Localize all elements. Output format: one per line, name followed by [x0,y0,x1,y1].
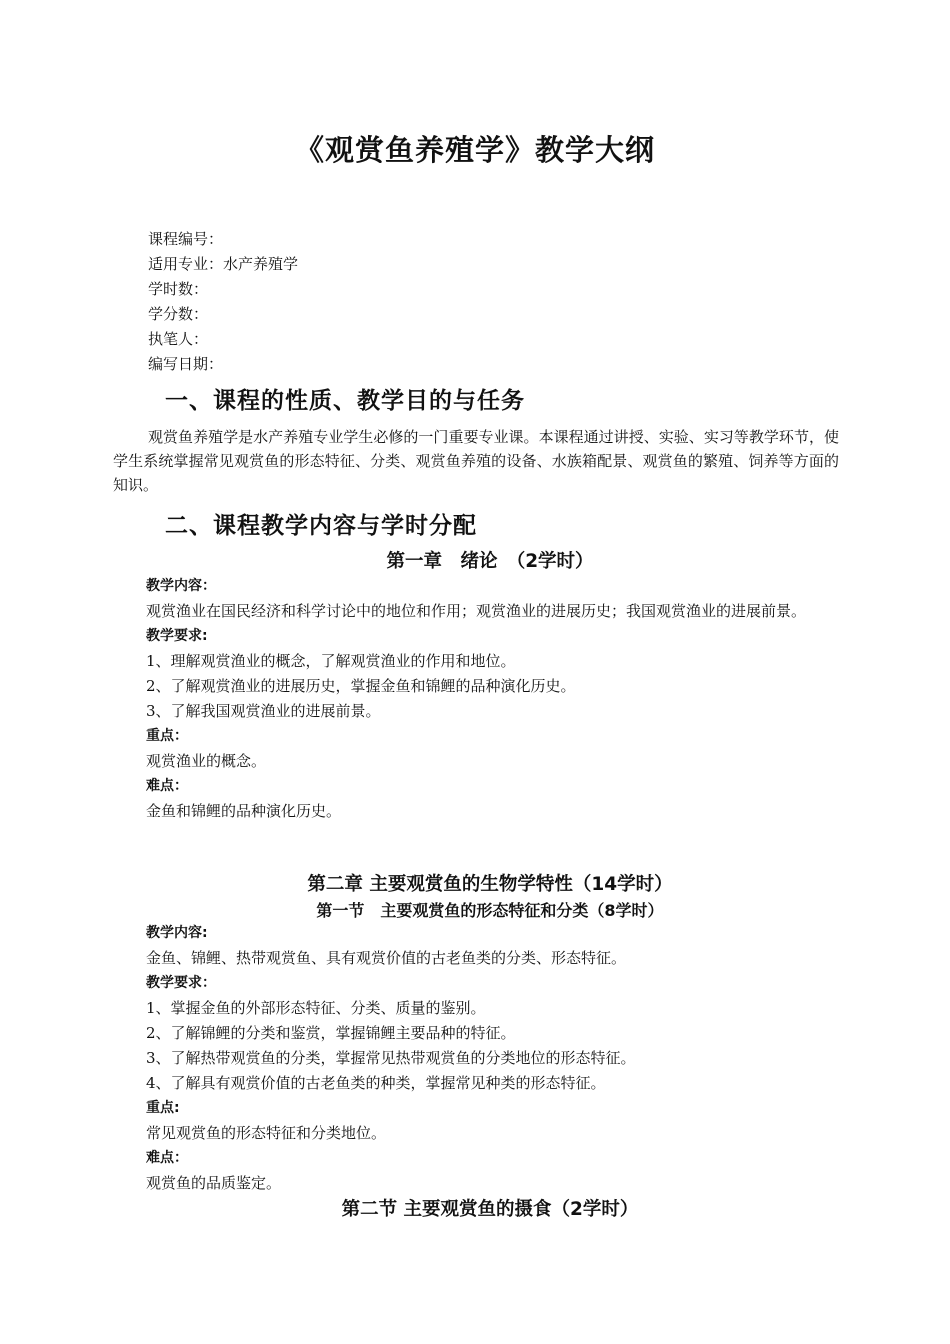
chapter1-body [146,574,846,824]
section2-heading: 二、课程教学内容与学时分配 [165,513,477,539]
ch2s1-key-label: 重点: [146,1100,180,1116]
meta-credits: 学分数： [148,305,209,323]
ch1-key-text: 观赏渔业的概念。 [146,752,267,770]
ch1-content-text: 观赏渔业在国民经济和科学讨论中的地位和作用；观赏渔业的进展历史；我国观赏渔业的进展前景。 [146,602,807,620]
ch2s1-requirement-item: 1、掌握金鱼的外部形态特征、分类、质量的鉴别。 [146,999,486,1017]
ch1-requirement-item: 1、理解观赏渔业的概念，了解观赏渔业的作用和地位。 [146,652,516,670]
ch1-content-label: 教学内容： [146,578,216,594]
meta-course-number: 课程编号： [148,230,224,248]
ch1-requirement-item: 2、了解观赏渔业的进展历史，掌握金鱼和锦鲤的品种演化历史。 [146,677,576,695]
ch2s1-difficulty-label: 难点： [146,1150,188,1166]
ch2-section1-body [146,921,846,1196]
chapter2-heading: 第二章 主要观赏鱼的生物学特性（14学时） [307,874,673,895]
ch1-requirements-label: 教学要求: [146,628,208,644]
ch1-difficulty-text: 金鱼和锦鲤的品种演化历史。 [146,802,342,820]
ch1-key-label: 重点： [146,728,188,744]
ch2s1-content-label: 教学内容: [146,925,208,941]
ch2s1-requirement-item: 2、了解锦鲤的分类和鉴赏，掌握锦鲤主要品种的特征。 [146,1024,516,1042]
ch1-requirement-item: 3、了解我国观赏渔业的进展前景。 [146,702,381,720]
section1-heading: 一、课程的性质、教学目的与任务 [165,388,525,414]
chapter1-heading: 第一章 绪论 （2学时） [386,551,594,572]
ch2s1-key-text: 常见观赏鱼的形态特征和分类地位。 [146,1124,387,1142]
ch2s1-difficulty-text: 观赏鱼的品质鉴定。 [146,1174,282,1192]
ch2s1-requirements-label: 教学要求： [146,975,216,991]
course-meta [148,227,298,377]
meta-author: 执笔人： [148,330,209,348]
ch2-section2-heading: 第二节 主要观赏鱼的摄食（2学时） [341,1199,639,1220]
ch2-section1-heading: 第一节 主要观赏鱼的形态特征和分类（8学时） [316,901,664,920]
meta-date: 编写日期： [148,355,224,373]
ch2s1-requirement-item: 3、了解热带观赏鱼的分类，掌握常见热带观赏鱼的分类地位的形态特征。 [146,1049,636,1067]
ch2s1-requirement-item: 4、了解具有观赏价值的古老鱼类的种类，掌握常见种类的形态特征。 [146,1074,606,1092]
ch2s1-content-text: 金鱼、锦鲤、热带观赏鱼、具有观赏价值的古老鱼类的分类、形态特征。 [146,949,627,967]
document-title: 《观赏鱼养殖学》教学大纲 [294,133,655,167]
meta-hours: 学时数： [148,280,209,298]
section1-paragraph: 观赏鱼养殖学是水产养殖专业学生必修的一门重要专业课。本课程通过讲授、实验、实习等教学环节，使学生系统掌握常见观赏鱼的形态特征、分类、观赏鱼养殖的设备、水族箱配景、观赏鱼的繁殖、饲养等方面的知识。 [113,428,839,494]
meta-major: 适用专业：水产养殖学 [148,255,299,273]
ch1-difficulty-label: 难点： [146,778,188,794]
